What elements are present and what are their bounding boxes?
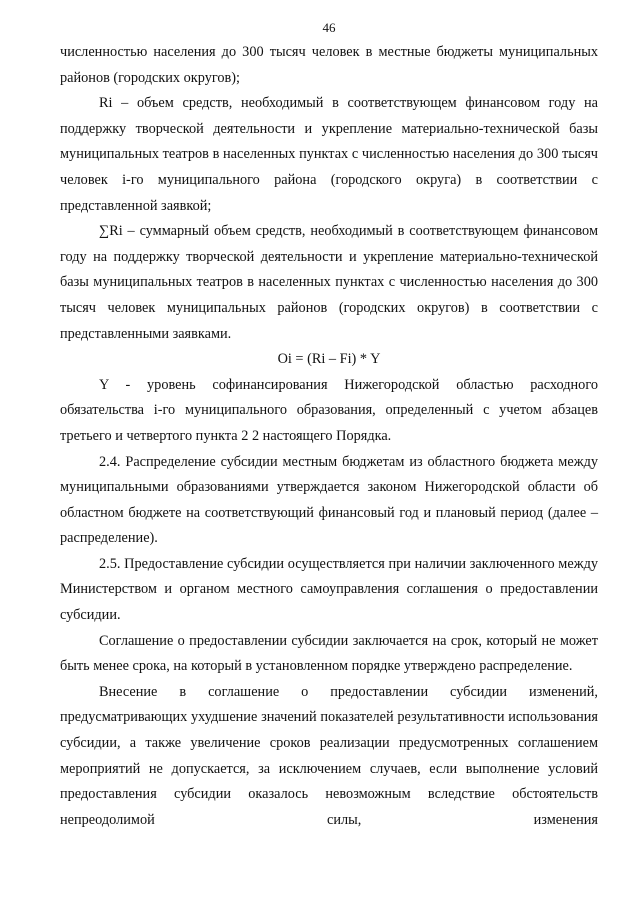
formula-oi: Oi = (Ri – Fi) * Y (277, 351, 381, 368)
paragraph-2-5-provision: 2.5. Предоставление субсидии осуществляется при наличии заключенного между Министерством и органом местного самоуправления соглашения о предоставлении субсидии. (60, 555, 598, 624)
paragraph-sum-ri-definition: ∑Ri – суммарный объем средств, необходимый в соответствующем финансовом году на поддержку творческой деятельности и укрепление материально-технической базы муниципальных театров в населенных пунктах с численностью населения до 300 тысяч человек муниципальных районов (городских округов) в соответствии с представленными заявками. (60, 223, 598, 342)
page-number: 46 (322, 20, 336, 35)
paragraph-agreement-changes: Внесение в соглашение о предоставлении субсидии изменений, предусматривающих ухудшение значений показателей результативности использования субсидии, а также увеличение сроков реализации предусмотренных соглашением мероприятий не допускается, за исключением случаев, если выполнение условий предоставления субсидии оказалось невозможным вследствие обстоятельств непреодолимой силы, изменения (60, 683, 598, 828)
paragraph-population-continuation: численностью населения до 300 тысяч человек в местные бюджеты муниципальных районов (городских округов); (60, 44, 598, 86)
paragraph-y-definition: Y - уровень софинансирования Нижегородской областью расходного обязательства i-го муниципального образования, определенный с учетом абзацев третьего и четвертого пункта 2 2 настоящего Порядка. (60, 376, 598, 444)
paragraph-2-4-distribution: 2.4. Распределение субсидии местным бюджетам из областного бюджета между муниципальными образованиями утверждается законом Нижегородской области об областном бюджете на соответствующий финансовый год и плановый период (далее – распределение). (60, 453, 598, 547)
paragraph-ri-definition: Ri – объем средств, необходимый в соответствующем финансовом году на поддержку творческой деятельности и укрепление материально-технической базы муниципальных театров в населенных пунктах с численностью населения до 300 тысяч человек i-го муниципального района (городского округа) в соответствии с представленной заявкой; (60, 95, 598, 214)
paragraph-agreement-term: Соглашение о предоставлении субсидии заключается на срок, который не может быть менее срока, на который в установленном порядке утверждено распределение. (60, 632, 598, 675)
